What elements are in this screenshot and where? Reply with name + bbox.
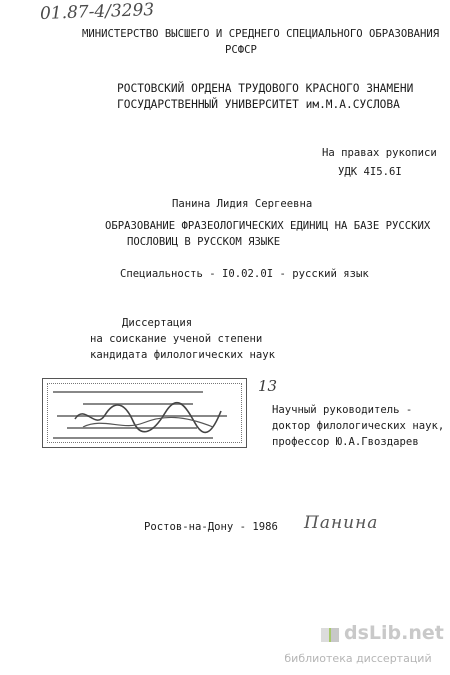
library-stamp (42, 378, 247, 448)
title-line-2: ПОСЛОВИЦ В РУССКОМ ЯЗЫКЕ (127, 236, 281, 248)
ministry-heading: МИНИСТЕРСТВО ВЫСШЕГО И СРЕДНЕГО СПЕЦИАЛЬНОГО ОБРАЗОВАНИЯ (82, 28, 440, 40)
stamp-scribble-icon (73, 401, 223, 435)
dissertation-line-1: Диссертация (122, 317, 193, 329)
archive-code: 01.87-4/3293 (39, 0, 155, 24)
title-line-1: ОБРАЗОВАНИЕ ФРАЗЕОЛОГИЧЕСКИХ ЕДИНИЦ НА БАЗЕ РУССКИХ (105, 220, 431, 232)
supervisor-line-2: доктор филологических наук, (272, 420, 445, 432)
book-icon (318, 623, 342, 647)
udc-code: УДК 4I5.6I (338, 166, 402, 178)
supervisor-line-1: Научный руководитель - (272, 404, 413, 416)
university-line-2: ГОСУДАРСТВЕННЫЙ УНИВЕРСИТЕТ им.М.А.СУСЛОВА (117, 98, 400, 111)
author-name: Панина Лидия Сергеевна (172, 198, 313, 210)
supervisor-line-3: профессор Ю.А.Гвоздарев (272, 436, 419, 448)
place-and-year: Ростов-на-Дону - 1986 (144, 521, 278, 533)
watermark-caption: библиотека диссертаций (284, 652, 432, 665)
handwritten-signature: Панина (304, 513, 379, 533)
stamp-note: 13 (258, 377, 278, 395)
university-line-1: РОСТОВСКИЙ ОРДЕНА ТРУДОВОГО КРАСНОГО ЗНАМЕНИ (117, 82, 414, 95)
watermark-logo-text: dsLib.net (344, 622, 444, 644)
manuscript-rights: На правах рукописи (322, 147, 437, 159)
dissertation-line-3: кандидата филологических наук (90, 349, 275, 361)
watermark-logo (318, 620, 448, 650)
rsfsr-heading: РСФСР (225, 44, 257, 56)
specialty-line: Специальность - I0.02.0I - русский язык (120, 268, 369, 280)
dissertation-line-2: на соискание ученой степени (90, 333, 263, 345)
